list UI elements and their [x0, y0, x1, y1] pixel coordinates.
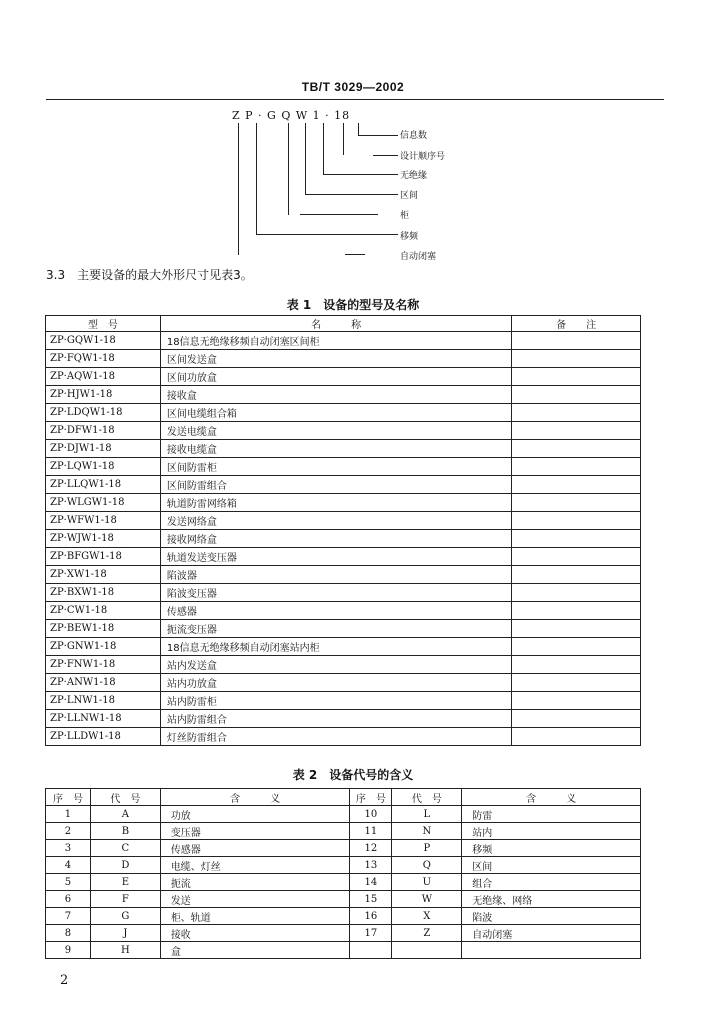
code-cell: F: [90, 891, 160, 908]
meaning-cell: 盒: [160, 942, 350, 959]
header-rule: [46, 99, 664, 100]
no-cell: 15: [350, 891, 392, 908]
remark-cell: [512, 494, 641, 512]
table-row: [46, 620, 641, 638]
remark-cell: [512, 692, 641, 710]
name-cell: 站内防雷组合: [160, 710, 511, 728]
table-row: [46, 548, 641, 566]
remark-cell: [512, 440, 641, 458]
code-cell: [392, 942, 462, 959]
name-cell: 接收网络盒: [160, 530, 511, 548]
meaning-cell: 自动闭塞: [462, 925, 641, 942]
model-cell: ZP·GQW1-18: [46, 332, 161, 350]
name-cell: 18信息无绝缘移频自动闭塞站内柜: [160, 638, 511, 656]
model-cell: ZP·FQW1-18: [46, 350, 161, 368]
model-cell: ZP·AQW1-18: [46, 368, 161, 386]
name-cell: 灯丝防雷组合: [160, 728, 511, 746]
table2: [45, 788, 641, 959]
model-cell: ZP·BXW1-18: [46, 584, 161, 602]
table-row: [46, 494, 641, 512]
model-cell: ZP·WFW1-18: [46, 512, 161, 530]
table-row: [46, 925, 641, 942]
meaning-cell: 传感器: [160, 840, 350, 857]
remark-cell: [512, 656, 641, 674]
no-cell: 13: [350, 857, 392, 874]
table-row: [46, 656, 641, 674]
model-cell: ZP·BEW1-18: [46, 620, 161, 638]
no-cell: 1: [46, 806, 91, 823]
model-cell: ZP·LLDW1-18: [46, 728, 161, 746]
table-row: [46, 602, 641, 620]
meaning-cell: 无绝缘、网络: [462, 891, 641, 908]
model-cell: ZP·LNW1-18: [46, 692, 161, 710]
code-cell: L: [392, 806, 462, 823]
no-cell: 12: [350, 840, 392, 857]
model-cell: ZP·BFGW1-18: [46, 548, 161, 566]
model-cell: ZP·LLNW1-18: [46, 710, 161, 728]
meaning-cell: 接收: [160, 925, 350, 942]
name-cell: 区间防雷组合: [160, 476, 511, 494]
label-freq-shift: 移频: [400, 232, 419, 242]
code-cell: G: [90, 908, 160, 925]
remark-cell: [512, 548, 641, 566]
label-info-count: 信息数: [400, 131, 428, 141]
code-cell: X: [392, 908, 462, 925]
name-cell: 陷波器: [160, 566, 511, 584]
table-row: [46, 422, 641, 440]
no-cell: 11: [350, 823, 392, 840]
code-cell: C: [90, 840, 160, 857]
label-auto-block: 自动闭塞: [400, 252, 437, 262]
remark-cell: [512, 476, 641, 494]
table-row: [46, 530, 641, 548]
no-cell: 5: [46, 874, 91, 891]
label-cabinet: 柜: [400, 211, 410, 221]
remark-cell: [512, 530, 641, 548]
code-cell: H: [90, 942, 160, 959]
table-row: [46, 674, 641, 692]
table-row: [46, 386, 641, 404]
remark-cell: [512, 458, 641, 476]
table2-header-no-2: 序 号: [350, 789, 392, 806]
name-cell: 传感器: [160, 602, 511, 620]
remark-cell: [512, 602, 641, 620]
remark-cell: [512, 638, 641, 656]
remark-cell: [512, 584, 641, 602]
meaning-cell: 防雷: [462, 806, 641, 823]
meaning-cell: 电缆、灯丝: [160, 857, 350, 874]
meaning-cell: 区间: [462, 857, 641, 874]
name-cell: 发送网络盒: [160, 512, 511, 530]
code-cell: P: [392, 840, 462, 857]
table-row: [46, 840, 641, 857]
table1-header-model: 型 号: [46, 316, 161, 332]
meaning-cell: 陷波: [462, 908, 641, 925]
table-row: [46, 942, 641, 959]
table-row: [46, 891, 641, 908]
remark-cell: [512, 566, 641, 584]
table-row: [46, 710, 641, 728]
remark-cell: [512, 422, 641, 440]
model-cell: ZP·ANW1-18: [46, 674, 161, 692]
remark-cell: [512, 620, 641, 638]
no-cell: 4: [46, 857, 91, 874]
meaning-cell: 扼流: [160, 874, 350, 891]
model-cell: ZP·DJW1-18: [46, 440, 161, 458]
table-row: [46, 908, 641, 925]
table-row: [46, 476, 641, 494]
code-cell: A: [90, 806, 160, 823]
meaning-cell: [462, 942, 641, 959]
table-row: [46, 350, 641, 368]
name-cell: 发送电缆盒: [160, 422, 511, 440]
remark-cell: [512, 350, 641, 368]
name-cell: 接收盒: [160, 386, 511, 404]
name-cell: 站内防雷柜: [160, 692, 511, 710]
meaning-cell: 柜、轨道: [160, 908, 350, 925]
remark-cell: [512, 512, 641, 530]
table-row: [46, 440, 641, 458]
name-cell: 18信息无绝缘移频自动闭塞区间柜: [160, 332, 511, 350]
code-cell: E: [90, 874, 160, 891]
name-cell: 区间电缆组合箱: [160, 404, 511, 422]
paragraph-3-3: 3.3 主要设备的最大外形尺寸见表3。: [46, 268, 253, 282]
model-cell: ZP·CW1-18: [46, 602, 161, 620]
table-row: [46, 512, 641, 530]
no-cell: [350, 942, 392, 959]
remark-cell: [512, 386, 641, 404]
table-row: [46, 584, 641, 602]
model-code: Z P · G Q W 1 · 18: [232, 109, 351, 122]
table1-header-row: [46, 316, 641, 332]
table2-header-meaning-2: 含 义: [462, 789, 641, 806]
code-cell: U: [392, 874, 462, 891]
table2-header-row: [46, 789, 641, 806]
meaning-cell: 移频: [462, 840, 641, 857]
table-row: [46, 458, 641, 476]
remark-cell: [512, 710, 641, 728]
name-cell: 区间防雷柜: [160, 458, 511, 476]
code-cell: W: [392, 891, 462, 908]
name-cell: 轨道发送变压器: [160, 548, 511, 566]
table2-header-code: 代 号: [90, 789, 160, 806]
no-cell: 7: [46, 908, 91, 925]
code-cell: Q: [392, 857, 462, 874]
table2-header-no: 序 号: [46, 789, 91, 806]
model-cell: ZP·XW1-18: [46, 566, 161, 584]
table1: [45, 315, 641, 746]
meaning-cell: 站内: [462, 823, 641, 840]
model-cell: ZP·GNW1-18: [46, 638, 161, 656]
model-cell: ZP·WJW1-18: [46, 530, 161, 548]
code-cell: D: [90, 857, 160, 874]
meaning-cell: 功放: [160, 806, 350, 823]
no-cell: 3: [46, 840, 91, 857]
code-cell: Z: [392, 925, 462, 942]
remark-cell: [512, 728, 641, 746]
table-row: [46, 566, 641, 584]
table-row: [46, 368, 641, 386]
no-cell: 8: [46, 925, 91, 942]
table1-header-name: 名 称: [160, 316, 511, 332]
model-cell: ZP·WLGW1-18: [46, 494, 161, 512]
label-design-seq: 设计顺序号: [400, 152, 446, 162]
no-cell: 6: [46, 891, 91, 908]
name-cell: 站内功放盒: [160, 674, 511, 692]
no-cell: 9: [46, 942, 91, 959]
table2-header-meaning: 含 义: [160, 789, 350, 806]
code-cell: N: [392, 823, 462, 840]
name-cell: 区间功放盒: [160, 368, 511, 386]
no-cell: 17: [350, 925, 392, 942]
name-cell: 扼流变压器: [160, 620, 511, 638]
code-cell: B: [90, 823, 160, 840]
table-row: [46, 404, 641, 422]
table-row: [46, 806, 641, 823]
table1-header-remark: 备 注: [512, 316, 641, 332]
model-cell: ZP·DFW1-18: [46, 422, 161, 440]
model-cell: ZP·LLQW1-18: [46, 476, 161, 494]
table-row: [46, 332, 641, 350]
table-row: [46, 857, 641, 874]
model-cell: ZP·FNW1-18: [46, 656, 161, 674]
page-header: TB/T 3029—2002: [301, 80, 405, 94]
name-cell: 接收电缆盒: [160, 440, 511, 458]
table-row: [46, 728, 641, 746]
page-number: 2: [60, 973, 69, 988]
remark-cell: [512, 674, 641, 692]
table-row: [46, 638, 641, 656]
label-section: 区间: [400, 191, 419, 201]
model-cell: ZP·HJW1-18: [46, 386, 161, 404]
remark-cell: [512, 332, 641, 350]
table1-caption: 表 1 设备的型号及名称: [286, 298, 420, 312]
model-cell: ZP·LQW1-18: [46, 458, 161, 476]
label-no-insulation: 无绝缘: [400, 171, 428, 181]
table2-header-code-2: 代 号: [392, 789, 462, 806]
code-cell: J: [90, 925, 160, 942]
table-row: [46, 692, 641, 710]
name-cell: 站内发送盒: [160, 656, 511, 674]
meaning-cell: 发送: [160, 891, 350, 908]
no-cell: 10: [350, 806, 392, 823]
remark-cell: [512, 368, 641, 386]
remark-cell: [512, 404, 641, 422]
meaning-cell: 组合: [462, 874, 641, 891]
name-cell: 区间发送盒: [160, 350, 511, 368]
model-cell: ZP·LDQW1-18: [46, 404, 161, 422]
table2-caption: 表 2 设备代号的含义: [292, 768, 414, 782]
meaning-cell: 变压器: [160, 823, 350, 840]
table-row: [46, 874, 641, 891]
no-cell: 16: [350, 908, 392, 925]
table-row: [46, 823, 641, 840]
no-cell: 2: [46, 823, 91, 840]
no-cell: 14: [350, 874, 392, 891]
name-cell: 轨道防雷网络箱: [160, 494, 511, 512]
name-cell: 陷波变压器: [160, 584, 511, 602]
